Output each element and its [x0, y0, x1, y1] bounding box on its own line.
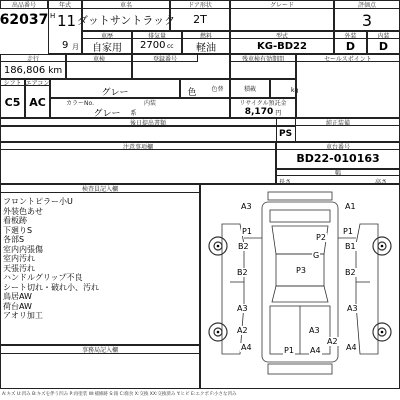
exterior-grade: D: [345, 40, 356, 53]
inspector-box: [0, 184, 200, 345]
mark-a3-mid: A3: [309, 326, 320, 335]
lot-label: 出品番号: [0, 0, 48, 9]
color-extra-box: [180, 79, 230, 98]
car-diagram: [200, 184, 400, 389]
dims-box: [276, 169, 400, 184]
capacity-unit: kg: [291, 87, 299, 94]
mark-a2-mid: A2: [327, 337, 338, 346]
color-no-label: カラーNo.: [66, 99, 94, 107]
trim-box: [50, 98, 230, 118]
lot-box: [0, 0, 48, 54]
score-label: 評価点: [334, 0, 400, 9]
mark-a4-right: A4: [346, 343, 357, 352]
inspector-note: 看板跡: [3, 216, 27, 225]
chassis-label: 車台番号: [276, 142, 400, 150]
car-name: ダットサントラック: [76, 13, 176, 27]
mark-a3-top: A3: [241, 202, 252, 211]
mark-p2-right: P2: [316, 233, 326, 242]
mark-p1-bottom: P1: [284, 346, 294, 355]
fuel-box: [182, 31, 230, 54]
grade-label: グレード: [230, 0, 334, 9]
fuel-value: 軽油: [196, 43, 216, 54]
width-label: 幅: [334, 170, 341, 177]
mileage-value: 186,806: [3, 65, 46, 76]
equipment-box: [276, 118, 400, 142]
interior-label: 内装: [367, 31, 400, 39]
year-label: 年式: [48, 0, 82, 9]
inspector-note: 荷台AW: [3, 301, 32, 311]
regno-label: 登録番号: [132, 54, 198, 62]
chassis-number: BD22-010163: [296, 151, 380, 165]
cc-value: 2700: [140, 40, 166, 51]
color-label: 色: [187, 88, 197, 98]
month-value: 9: [62, 40, 69, 51]
exterior-label: 外装: [334, 31, 367, 39]
mark-a3-right: A3: [347, 304, 358, 313]
interior-grade: D: [378, 40, 389, 53]
grade-box: [230, 0, 334, 31]
regno-box: [132, 54, 230, 79]
mark-b2-left-lower: B2: [237, 268, 248, 277]
recycle-status-box: [230, 54, 296, 79]
inspector-note: 室内内張傷: [3, 244, 43, 254]
inspection-box: [66, 54, 132, 79]
recycle-label: リサイクル預託金: [239, 99, 287, 107]
mark-p1-right: P1: [343, 227, 353, 236]
year-value: 11: [57, 12, 77, 30]
ac-label: エアコン: [25, 80, 50, 87]
inspector-note: 外装色あせ: [3, 206, 43, 216]
model-value: KG-BD22: [257, 41, 307, 52]
shift-value: C5: [4, 96, 21, 109]
inspector-note: 各部S: [3, 235, 25, 244]
mark-b1-right: B1: [345, 242, 356, 251]
sales-point-label: セールスポイント: [296, 54, 400, 62]
mark-a4-bottom: A4: [310, 346, 321, 355]
cc-unit: cc: [167, 43, 174, 50]
inspection-label: 車検: [66, 54, 132, 62]
mileage-unit: km: [48, 65, 63, 76]
model-label: 型式: [230, 31, 334, 39]
trim-label: 内装: [143, 99, 156, 107]
caution-box: [0, 142, 276, 184]
interior-box: [367, 31, 400, 54]
inspector-note: アオリ加工: [3, 311, 43, 320]
equipment-value: PS: [279, 129, 293, 139]
door-label: ドア形状: [170, 0, 230, 9]
capacity-label: 積載: [230, 79, 270, 98]
cc-box: [132, 31, 182, 54]
color-change-label: 色替: [211, 86, 224, 93]
chassis-box: [276, 142, 400, 169]
inspector-note: 天張汚れ: [3, 263, 35, 273]
mileage-label: 走行: [0, 54, 66, 62]
color-box: [50, 79, 180, 98]
year-era: H: [50, 12, 56, 20]
legend-footer: A:キズ U:凹み B:キズを伴う凹み P:再塗装 W:補修跡 S:錆 C:腐食 X:交換 XX:交換済み Y:ヒビ E:エクボ F:小さな凹み: [2, 392, 237, 397]
equipment-label: 純正装備: [276, 118, 400, 126]
capacity-box: [270, 79, 299, 98]
inspector-note: 室内汚れ: [3, 254, 35, 263]
car-name-label: 車名: [82, 0, 170, 9]
documents-box: [0, 126, 296, 142]
sales-point-box: [296, 54, 400, 118]
mark-b2-right: B2: [345, 268, 356, 277]
length-label: 長さ: [279, 179, 292, 186]
cc-label: 排気量: [132, 31, 182, 39]
documents-label: 後日提出書類: [0, 118, 296, 126]
mark-g: G: [313, 251, 320, 260]
fuel-label: 燃料: [182, 31, 230, 39]
month-unit: 月: [72, 43, 79, 51]
trim-color: グレー: [93, 108, 121, 119]
use-value: 自家用: [92, 43, 122, 54]
inspector-note: ハンドルグリップ不良: [3, 273, 83, 282]
door-type: 2T: [193, 13, 207, 26]
use-label: 車歴: [82, 31, 132, 39]
score-value: 3: [361, 10, 373, 30]
inspector-note: シート切れ・破れ小、汚れ: [3, 282, 99, 292]
mark-a2-left: A2: [237, 326, 248, 335]
mark-p1-left: P1: [242, 227, 252, 236]
name-box: [76, 0, 176, 31]
caution-label: 注意事項欄: [0, 142, 276, 150]
trim-unit: 系: [130, 109, 137, 117]
ac-box: [25, 79, 50, 118]
shift-label: シフト: [0, 79, 25, 86]
height-label: 高さ: [375, 179, 388, 186]
mileage-box: [0, 54, 66, 79]
mark-a1-top: A1: [345, 202, 356, 211]
model-box: [230, 31, 334, 54]
mark-b2-left: B2: [238, 242, 249, 251]
mark-a3-left: A3: [237, 304, 248, 313]
ac-value: AC: [29, 96, 46, 109]
recycle-fee: 8,170: [244, 107, 274, 117]
exterior-box: [334, 31, 367, 54]
recycle-box: [230, 98, 296, 118]
mark-a4-left: A4: [241, 343, 252, 352]
inspector-label: 検査員記入欄: [0, 184, 200, 193]
report-box: [0, 345, 200, 389]
inspector-note: 鳥居AW: [3, 292, 32, 301]
recycle-unit: 円: [275, 109, 282, 117]
use-box: [82, 31, 132, 54]
shift-box: [0, 79, 25, 118]
inspector-note: 下廻りS: [3, 225, 33, 235]
report-label: 事務局記入欄: [0, 345, 200, 354]
door-box: [170, 0, 230, 31]
score-box: [334, 0, 400, 31]
inspector-note: フロントピラー小U: [3, 197, 73, 206]
color-value: グレー: [101, 88, 129, 98]
lot-number: 62037: [0, 12, 49, 28]
recycle-status-label: 残車検有効期間: [230, 54, 296, 62]
mark-p3: P3: [296, 266, 306, 275]
